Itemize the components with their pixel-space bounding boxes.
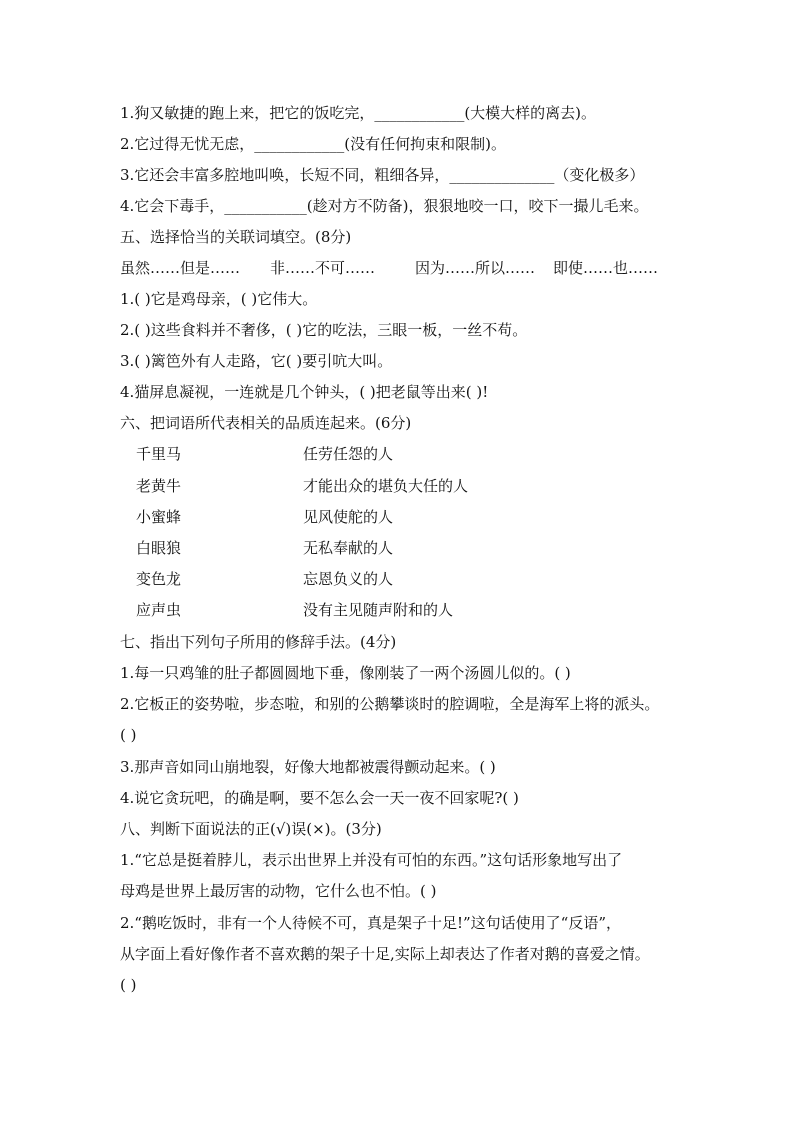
match-word[interactable]: 老黄牛 — [136, 477, 182, 495]
match-word[interactable]: 变色龙 — [136, 570, 182, 588]
match-word[interactable]: 千里马 — [136, 445, 182, 463]
part4-item-2: 2.它过得无忧无虑，____________(没有任何拘束和限制)。 — [120, 135, 507, 153]
section8-item-2: 2.“鹅吃饭时，非有一个人待候不可，真是架子十足!”这句话使用了“反语”， — [120, 914, 622, 932]
section7-item-1: 1.每一只鸡雏的肚子都圆圆地下垂，像刚装了一两个汤圆儿似的。( ) — [120, 664, 571, 682]
match-quality[interactable]: 任劳任怨的人 — [303, 445, 394, 463]
conjunction-option: 即使……也…… — [553, 259, 659, 277]
section5-item-4: 4.猫屏息凝视，一连就是几个钟头，( )把老鼠等出来( )! — [120, 383, 489, 401]
match-quality[interactable]: 无私奉献的人 — [303, 539, 394, 557]
section8-item-2-answer: ( ) — [120, 976, 137, 994]
section7-item-2-answer: ( ) — [120, 726, 137, 744]
section7-item-4: 4.说它贪玩吧，的确是啊，要不怎么会一天一夜不回家呢?( ) — [120, 789, 519, 807]
match-quality[interactable]: 忘恩负义的人 — [303, 570, 394, 588]
section7-item-2: 2.它板正的姿势啦，步态啦，和别的公鹅攀谈时的腔调啦，全是海军上将的派头。 — [120, 695, 660, 713]
conjunction-option: 非……不可…… — [270, 259, 376, 277]
section6-heading: 六、把词语所代表相关的品质连起来。(6分) — [120, 414, 412, 432]
part4-item-3: 3.它还会丰富多腔地叫唤，长短不同，粗细各异，______________（变化极多） — [120, 166, 645, 184]
section7-item-3: 3.那声音如同山崩地裂，好像大地都被震得颤动起来。( ) — [120, 758, 496, 776]
section8-item-1: 1.“它总是挺着脖儿，表示出世界上并没有可怕的东西。”这句话形象地写出了 — [120, 851, 623, 869]
conjunction-option: 因为……所以…… — [415, 259, 536, 277]
match-quality[interactable]: 见风使舵的人 — [303, 508, 394, 526]
section5-heading: 五、选择恰当的关联词填空。(8分) — [120, 228, 352, 246]
match-word[interactable]: 白眼狼 — [136, 539, 182, 557]
conjunction-option: 虽然……但是…… — [120, 259, 241, 277]
match-word[interactable]: 小蜜蜂 — [136, 508, 182, 526]
match-word[interactable]: 应声虫 — [136, 601, 182, 619]
section8-item-1-cont: 母鸡是世界上最厉害的动物，它什么也不怕。( ) — [120, 882, 437, 900]
part4-item-1: 1.狗又敏捷的跑上来，把它的饭吃完，____________(大模大样的离去)。 — [120, 104, 597, 122]
match-quality[interactable]: 才能出众的堪负大任的人 — [303, 477, 469, 495]
section5-item-3: 3.( )篱笆外有人走路，它( )要引吭大叫。 — [120, 352, 393, 370]
section7-heading: 七、指出下列句子所用的修辞手法。(4分) — [120, 633, 397, 651]
section8-item-2-cont: 从字面上看好像作者不喜欢鹅的架子十足,实际上却表达了作者对鹅的喜爱之情。 — [120, 945, 650, 963]
match-quality[interactable]: 没有主见随声附和的人 — [303, 601, 454, 619]
section5-item-1: 1.( )它是鸡母亲，( )它伟大。 — [120, 290, 318, 308]
section5-item-2: 2.( )这些食料并不奢侈，( )它的吃法，三眼一板，一丝不苟。 — [120, 321, 528, 339]
part4-item-4: 4.它会下毒手，___________(趁对方不防备)，狠狠地咬一口，咬下一撮儿毛来。 — [120, 197, 649, 215]
section8-heading: 八、判断下面说法的正(√)误(×)。(3分) — [120, 820, 382, 838]
